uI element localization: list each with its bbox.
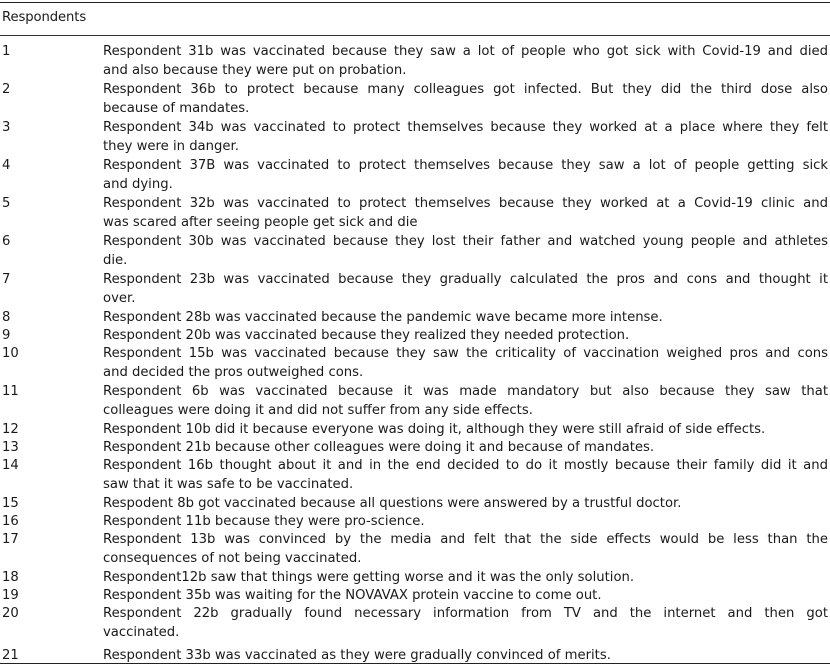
row-text-line: Respondent 6b was vaccinated because it was made mandatory but also because they saw that [103,384,828,399]
row-text-line: colleagues were doing it and did not suffer from any side effects. [103,402,533,418]
row-text-line: Respondent 31b was vaccinated because they saw a lot of people who got sick with Covid-19 and died [103,44,828,59]
row-text-line: they were in danger. [103,138,239,154]
row-number: 13 [2,440,19,455]
row-text [103,233,828,270]
row-text-line: over. [103,290,136,306]
row-text-line: Respodent 8b got vaccinated because all questions were answered by a trustful doctor. [103,496,682,511]
row-text [103,439,828,458]
row-text [103,345,828,382]
row-text-line: Respondent 23b was vaccinated because they gradually calculated the pros and cons and thought it [103,272,828,287]
column-header-respondents: Respondents [2,10,87,25]
top-rule [0,2,830,3]
row-text-line: die. [103,252,128,268]
row-number: 18 [2,570,19,585]
row-text-line: saw that it was safe to be vaccinated. [103,476,354,492]
row-text [103,495,828,514]
row-text-line: and also because they were put on probation. [103,62,407,78]
row-number: 16 [2,514,19,529]
row-text-line: consequences of not being vaccinated. [103,550,362,566]
row-text [103,81,828,118]
row-number: 10 [2,346,19,361]
row-number: 5 [2,196,11,211]
row-number: 8 [2,310,11,325]
row-text-line: Respondent12b saw that things were getting worse and it was the only solution. [103,570,635,585]
row-text-line: was scared after seeing people get sick and die [103,214,418,230]
row-number: 15 [2,496,19,511]
row-text [103,327,828,346]
row-number: 11 [2,384,19,399]
row-text-line: Respondent 30b was vaccinated because they lost their father and watched young people and athletes [103,234,828,249]
row-number: 7 [2,272,11,287]
row-text [103,531,828,568]
row-text-line: Respondent 32b was vaccinated to protect themselves because they worked at a Covid-19 clinic and [103,196,828,211]
row-text-line: Respondent 35b was waiting for the NOVAVAX protein vaccine to come out. [103,588,602,603]
row-number: 2 [2,82,11,97]
row-number: 3 [2,120,11,135]
row-text-line: Respondent 37B was vaccinated to protect themselves because they saw a lot of people getting sick [103,158,828,173]
row-text-line: Respondent 22b gradually found necessary information from TV and the internet and then got [103,606,828,621]
row-text-line: Respondent 15b was vaccinated because they saw the criticality of vaccination weighed pros and cons [103,346,828,361]
row-text-line: Respondent 20b was vaccinated because they realized they needed protection. [103,328,630,343]
row-number: 9 [2,328,11,343]
row-text [103,513,828,532]
row-text-line: Respondent 34b was vaccinated to protect themselves because they worked at a place where they felt [103,120,828,135]
row-text-line: Respondent 28b was vaccinated because the pandemic wave became more intense. [103,310,663,325]
row-number: 12 [2,422,19,437]
row-text [103,383,828,420]
row-text [103,271,828,308]
row-text [103,421,828,440]
row-text [103,43,828,80]
row-number: 14 [2,458,19,473]
row-text [103,569,828,588]
row-text-line: vaccinated. [103,624,180,640]
row-text-line: Respondent 16b thought about it and in the end decided to do it mostly because their family did it and [103,458,828,473]
row-number: 4 [2,158,11,173]
row-text-line: Respondent 36b to protect because many colleagues got infected. But they did the third dose also [103,82,828,97]
row-text [103,605,828,642]
row-number: 1 [2,44,11,59]
row-text-line: Respondent 11b because they were pro-science. [103,514,425,529]
row-text [103,157,828,194]
row-text-line: Respondent 21b because other colleagues were doing it and because of mandates. [103,440,655,455]
row-number: 17 [2,532,19,547]
row-text-line: because of mandates. [103,100,250,116]
bottom-rule [0,663,830,664]
row-number: 21 [2,648,19,663]
row-text [103,309,828,328]
header-rule [0,35,830,36]
row-number: 19 [2,588,19,603]
row-text-line: Respondent 10b did it because everyone was doing it, although they were still afraid of side effects. [103,422,766,437]
row-text-line: Respondent 13b was convinced by the media and felt that the side effects would be less than the [103,532,828,547]
row-text [103,457,828,494]
row-text-line: and decided the pros outweighed cons. [103,364,364,380]
row-text [103,587,828,606]
row-text [103,195,828,232]
row-number: 20 [2,606,19,621]
row-number: 6 [2,234,11,249]
row-text-line: and dying. [103,176,173,192]
row-text-line: Respondent 33b was vaccinated as they were gradually convinced of merits. [103,648,611,663]
row-text [103,119,828,156]
